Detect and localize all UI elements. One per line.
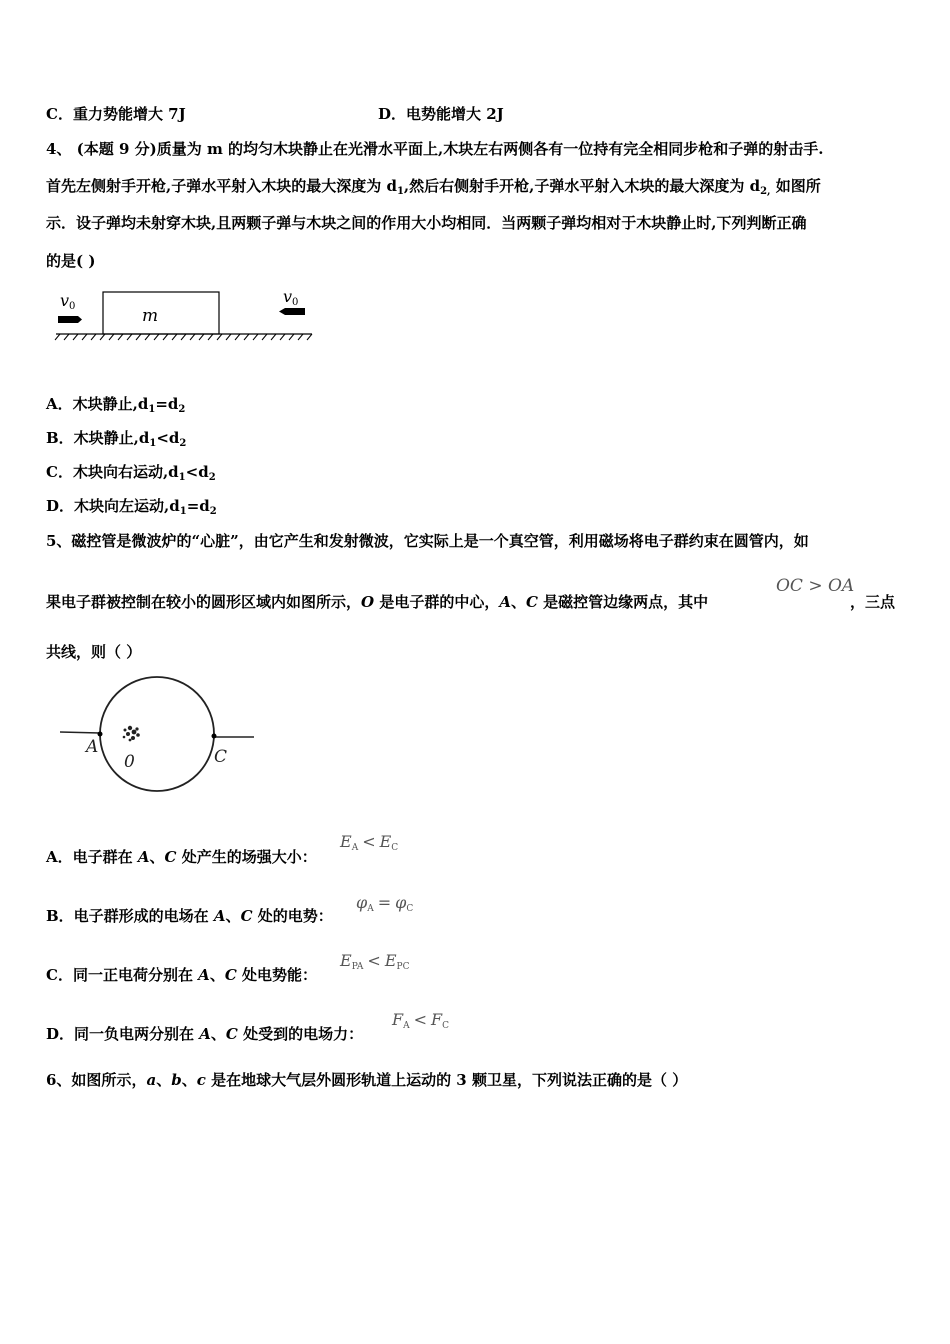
lead-left <box>60 732 100 733</box>
v0-right-label: v0 <box>283 287 299 308</box>
mass-label: m <box>142 306 159 326</box>
label-o: 0 <box>124 752 135 772</box>
q5-option-d: D．同一负电两分别在 A、C 处受到的电场力： <box>46 1025 364 1043</box>
v0-left-label: v0 <box>60 291 76 312</box>
q4-line1: 4、 (本题 9 分)质量为 m 的均匀木块静止在光滑水平面上,木块左右两侧各有一位持有完全相同步枪和子弹的射击手. <box>46 140 824 158</box>
q5-line1: 5、磁控管是微波炉的“心脏”，由它产生和发射微波，它实际上是一个真空管，利用磁场将电子群约束在圆管内，如 <box>46 532 809 550</box>
q5-line2-end: ，三点 <box>850 593 896 611</box>
q5-option-c-formula: $E_{PA} < E_{PC}$ <box>340 951 410 972</box>
point-a <box>98 732 103 737</box>
label-c: C <box>214 747 228 767</box>
q5-condition-formula: OC > OA <box>776 576 855 596</box>
q5-option-c: C．同一正电荷分别在 A、C 处电势能： <box>46 966 318 984</box>
q4-option-a: A．木块静止$,d_1=d_2$ <box>46 395 186 415</box>
q5-line2: 果电子群被控制在较小的圆形区域内如图所示，O 是电子群的中心，A、C 是磁控管边缘两点，其中 <box>46 593 709 611</box>
q5-line3: 共线，则（ ） <box>46 643 142 661</box>
q5-option-b: B．电子群形成的电场在 A、C 处的电势： <box>46 907 333 925</box>
q6-line1: 6、如图所示，a、b、c 是在地球大气层外圆形轨道上运动的 3 颗卫星，下列说法正确的是（ ） <box>46 1071 688 1089</box>
q5-option-d-formula: $F_A < F_C$ <box>392 1010 450 1031</box>
ground-hatching <box>55 334 312 340</box>
q4-option-c: C．木块向右运动$,d_1<d_2$ <box>46 463 216 483</box>
q4-line3: 示．设子弹均未射穿木块,且两颗子弹与木块之间的作用大小均相同．当两颗子弹均相对于木块静止时,下列判断正确 <box>46 214 807 232</box>
electron-cloud <box>123 726 140 742</box>
q4-line2: 首先左侧射手开枪,子弹水平射入木块的最大深度为 $d_1$,然后右侧射手开枪,子弹水平射入木块的最大深度为 $d_{2,}$ 如图所 <box>46 177 821 197</box>
q4-option-b: B．木块静止$,d_1<d_2$ <box>46 429 187 449</box>
wood-block <box>103 292 219 334</box>
tube-circle <box>100 677 214 791</box>
q5-magnetron-figure <box>56 672 261 794</box>
prev-option-d: D．电势能增大 2J <box>378 105 504 123</box>
bullet-left-icon <box>58 316 82 323</box>
label-a: A <box>86 737 99 757</box>
q5-option-b-formula: $\varphi_A = \varphi_C$ <box>356 893 414 914</box>
point-c <box>212 734 217 739</box>
q4-option-d: D．木块向左运动$,d_1=d_2$ <box>46 497 217 517</box>
q5-option-a-formula: $E_A < E_C$ <box>340 832 399 853</box>
q4-line4: 的是( ) <box>46 252 96 270</box>
prev-option-c: C．重力势能增大 7J <box>46 105 186 123</box>
bullet-right-icon <box>279 308 305 315</box>
q5-option-a: A．电子群在 A、C 处产生的场强大小： <box>46 848 317 866</box>
q4-block-figure <box>50 284 320 346</box>
